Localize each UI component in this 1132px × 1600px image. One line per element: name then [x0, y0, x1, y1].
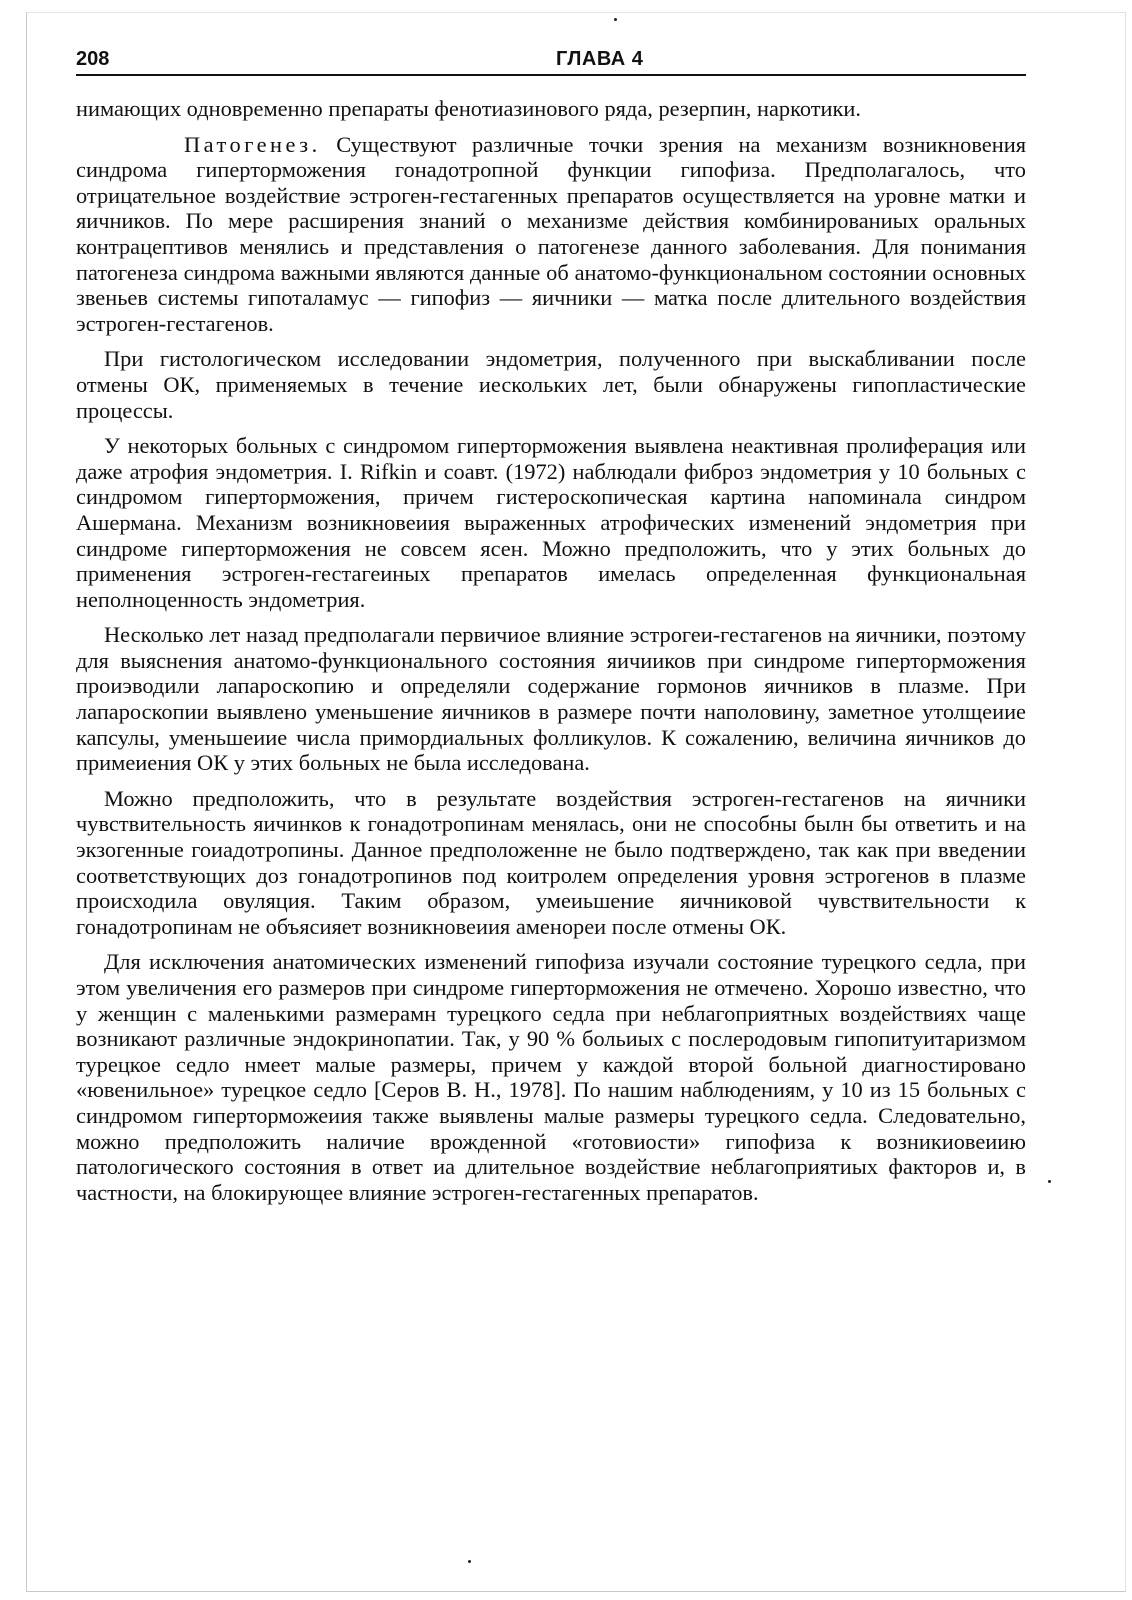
paragraph-sensitivity: Можно предположить, что в результате воздействия эстроген-гестагенов на яичники чувствительность яичинков к гонадотропинам менялась, они не способны былн бы ответить и на экзогенные гоиадотропины. Данное предположенне не было подтверждено, так как при введении соответствующих доз гонадотропинов под коитролем определения уровня эстрогенов в плазме происходила овуляция. Таким образом, умеиьшение яичниковой чувствительности к гонадотропинам не объясияет возникновеиия аменореи после отмены ОК.: [76, 785, 1026, 939]
page-header: [76, 44, 1026, 76]
paragraph-histology: При гистологическом исследовании эндометрия, полученного при выскабливании после отмены ОК, применяемых в течение иескольких лет, были обнаружены гипопластические процессы.: [76, 346, 1026, 423]
paragraph-ovaries: Несколько лет назад предполагали первичиое влияние эстрогеи-гестагенов на яичники, поэтому для выяснения анатомо-функционального состояния яичииков при синдроме гиперторможения проиэводили лапароскопию и определяли содержание гормонов яичников в плазме. При лапароскопии выявлено уменьшение яичников в размере почти наполовину, заметное утолщеиие капсулы, уменьшеиие числа примордиальных фолликулов. К сожалению, величина яичников до примеиения ОК у этих больных не была исследована.: [76, 622, 1026, 776]
paragraph-continuation: нимающих одновременно препараты фенотиазинового ряда, резерпин, наркотики.: [76, 96, 861, 121]
pathogenesis-heading: Патогенез.: [184, 131, 321, 157]
paragraph-endometrium: У некоторых больных с синдромом гиперторможения выявлена неактивная пролиферация или даже атрофия эндометрия. I. Rifkin и соавт. (1972) наблюдали фиброз эндометрия у 10 больных с синдромом гиперторможения, причем гистероскопическая картина напоминала синдром Ашермана. Механизм возникновеиия выраженных атрофических изменений эндометрия при синдроме гиперторможения не совсем ясен. Можно предположить, что у этих больных до применения эстроген-гестагеиных препаратов имелась определенная функциональная неполноценность эндометрия.: [76, 433, 1026, 612]
pathogenesis-text: Существуют различные точки зрения на механизм возникновения синдрома гиперторможения гонадотропной функции гипофиза. Предполагалось, что отрицательное воздействие эстроген-гестагенных препаратов осуществляется на уровне матки и яичников. По мере расширения знаний о механизме действия комбинированиых оральных контрацептивов менялись и представления о патогенезе данного заболевания. Для понимания патогенеза синдрома важными являются данные об анатомо-функциональном состоянии основных звеньев системы гипоталамус — гипофиз — яичники — матка после длительного воздействия эстроген-гестагенов.: [76, 131, 1026, 336]
body-text: [76, 96, 1026, 1215]
page-number: 208: [76, 48, 110, 70]
scan-speck: [1048, 1180, 1051, 1183]
paragraph-sella: Для исключения анатомических изменений гипофиза изучали состояние турецкого седла, при этом увеличения его размеров при синдроме гиперторможения не отмечено. Хорошо известно, что у женщин с маленькими размерамн турецкого седла при неблагоприятных воздействиях чаще возникают различные эндокринопатии. Так, у 90 % больиых с послеродовым гипопитуитаризмом турецкое седло нмеет малые размеры, причем у каждой второй больной диагностировано «ювенильное» турецкое седло [Серов В. Н., 1978]. По нашим наблюдениям, у 10 из 15 больных с синдромом гиперторможеиия также выявлены малые размеры турецкого седла. Следовательно, можно предположить наличие врожденной «готовиости» гипофиза к возникиовеиию патологического состояния в ответ иа длительное воздействие неблагоприятиых факторов и, в частности, на блокирующее влияние эстроген-гестагенных препаратов.: [76, 949, 1026, 1205]
chapter-title: ГЛАВА 4: [556, 48, 644, 70]
paragraph-pathogenesis: [76, 132, 1026, 337]
scan-speck: [614, 18, 617, 21]
scan-speck: [468, 1560, 471, 1563]
